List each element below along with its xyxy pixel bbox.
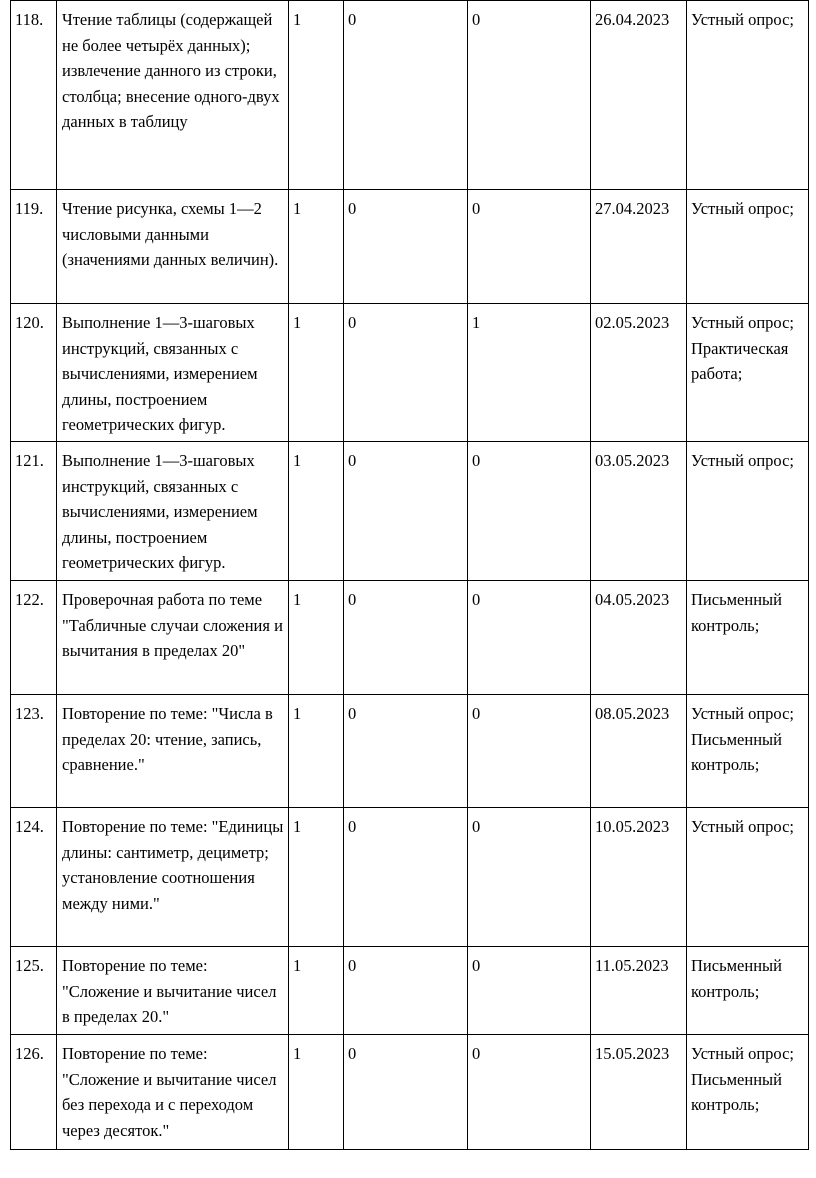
lesson-topic-cell: Повторение по теме: "Числа в пределах 20: чтение, запись, сравнение.": [57, 695, 289, 808]
hours-control-works-cell: 0: [344, 695, 468, 808]
hours-control-works-cell: 0: [344, 947, 468, 1035]
hours-practical-works-cell: 0: [468, 947, 591, 1035]
table-row: [11, 695, 809, 808]
control-form-cell: Устный опрос; Письменный контроль;: [687, 1035, 809, 1150]
hours-total-cell: 1: [289, 190, 344, 304]
hours-total-cell: 1: [289, 1, 344, 190]
row-number-cell: 122.: [11, 581, 57, 695]
lesson-date-cell: 26.04.2023: [591, 1, 687, 190]
hours-practical-works-cell: 0: [468, 1035, 591, 1150]
hours-total-cell: 1: [289, 304, 344, 442]
table-row: [11, 304, 809, 442]
lesson-topic-cell: Повторение по теме: "Сложение и вычитание чисел в пределах 20.": [57, 947, 289, 1035]
lesson-date-cell: 08.05.2023: [591, 695, 687, 808]
control-form-cell: Устный опрос;: [687, 1, 809, 190]
lesson-topic-cell: Чтение рисунка, схемы 1—2 числовыми данными (значениями данных величин).: [57, 190, 289, 304]
hours-control-works-cell: 0: [344, 1035, 468, 1150]
hours-total-cell: 1: [289, 695, 344, 808]
row-number-cell: 120.: [11, 304, 57, 442]
row-number-cell: 118.: [11, 1, 57, 190]
control-form-cell: Устный опрос;: [687, 808, 809, 947]
hours-total-cell: 1: [289, 442, 344, 581]
control-form-cell: Письменный контроль;: [687, 947, 809, 1035]
hours-practical-works-cell: 0: [468, 442, 591, 581]
hours-practical-works-cell: 0: [468, 695, 591, 808]
control-form-cell: Устный опрос;: [687, 190, 809, 304]
table-row: [11, 190, 809, 304]
table-row: [11, 442, 809, 581]
lesson-date-cell: 04.05.2023: [591, 581, 687, 695]
lesson-topic-cell: Повторение по теме: "Единицы длины: сантиметр, дециметр; установление соотношения между ними.": [57, 808, 289, 947]
hours-control-works-cell: 0: [344, 808, 468, 947]
hours-total-cell: 1: [289, 947, 344, 1035]
row-number-cell: 123.: [11, 695, 57, 808]
hours-total-cell: 1: [289, 581, 344, 695]
row-number-cell: 119.: [11, 190, 57, 304]
lesson-plan-table: [10, 0, 809, 1150]
lesson-date-cell: 15.05.2023: [591, 1035, 687, 1150]
control-form-cell: Устный опрос; Письменный контроль;: [687, 695, 809, 808]
lesson-topic-cell: Проверочная работа по теме "Табличные случаи сложения и вычитания в пределах 20": [57, 581, 289, 695]
row-number-cell: 125.: [11, 947, 57, 1035]
hours-control-works-cell: 0: [344, 190, 468, 304]
lesson-date-cell: 27.04.2023: [591, 190, 687, 304]
table-row: [11, 947, 809, 1035]
hours-control-works-cell: 0: [344, 1, 468, 190]
lesson-topic-cell: Выполнение 1—3-шаговых инструкций, связанных с вычислениями, измерением длины, построением геометрических фигур.: [57, 442, 289, 581]
hours-practical-works-cell: 0: [468, 190, 591, 304]
control-form-cell: Письменный контроль;: [687, 581, 809, 695]
lesson-topic-cell: Выполнение 1—3-шаговых инструкций, связанных с вычислениями, измерением длины, построением геометрических фигур.: [57, 304, 289, 442]
hours-control-works-cell: 0: [344, 304, 468, 442]
row-number-cell: 124.: [11, 808, 57, 947]
table-row: [11, 1035, 809, 1150]
hours-control-works-cell: 0: [344, 581, 468, 695]
table-body: [11, 1, 809, 1150]
control-form-cell: Устный опрос;: [687, 442, 809, 581]
hours-practical-works-cell: 0: [468, 1, 591, 190]
hours-practical-works-cell: 0: [468, 581, 591, 695]
lesson-topic-cell: Повторение по теме: "Сложение и вычитание чисел без перехода и с переходом через десяток.": [57, 1035, 289, 1150]
lesson-topic-cell: Чтение таблицы (содержащей не более четырёх данных); извлечение данного из строки, столбца; внесение одного-двух данных в таблицу: [57, 1, 289, 190]
table-row: [11, 808, 809, 947]
hours-practical-works-cell: 0: [468, 808, 591, 947]
hours-practical-works-cell: 1: [468, 304, 591, 442]
row-number-cell: 121.: [11, 442, 57, 581]
row-number-cell: 126.: [11, 1035, 57, 1150]
control-form-cell: Устный опрос; Практическая работа;: [687, 304, 809, 442]
lesson-date-cell: 11.05.2023: [591, 947, 687, 1035]
hours-total-cell: 1: [289, 808, 344, 947]
lesson-date-cell: 10.05.2023: [591, 808, 687, 947]
table-row: [11, 1, 809, 190]
lesson-date-cell: 03.05.2023: [591, 442, 687, 581]
lesson-date-cell: 02.05.2023: [591, 304, 687, 442]
table-row: [11, 581, 809, 695]
hours-control-works-cell: 0: [344, 442, 468, 581]
hours-total-cell: 1: [289, 1035, 344, 1150]
